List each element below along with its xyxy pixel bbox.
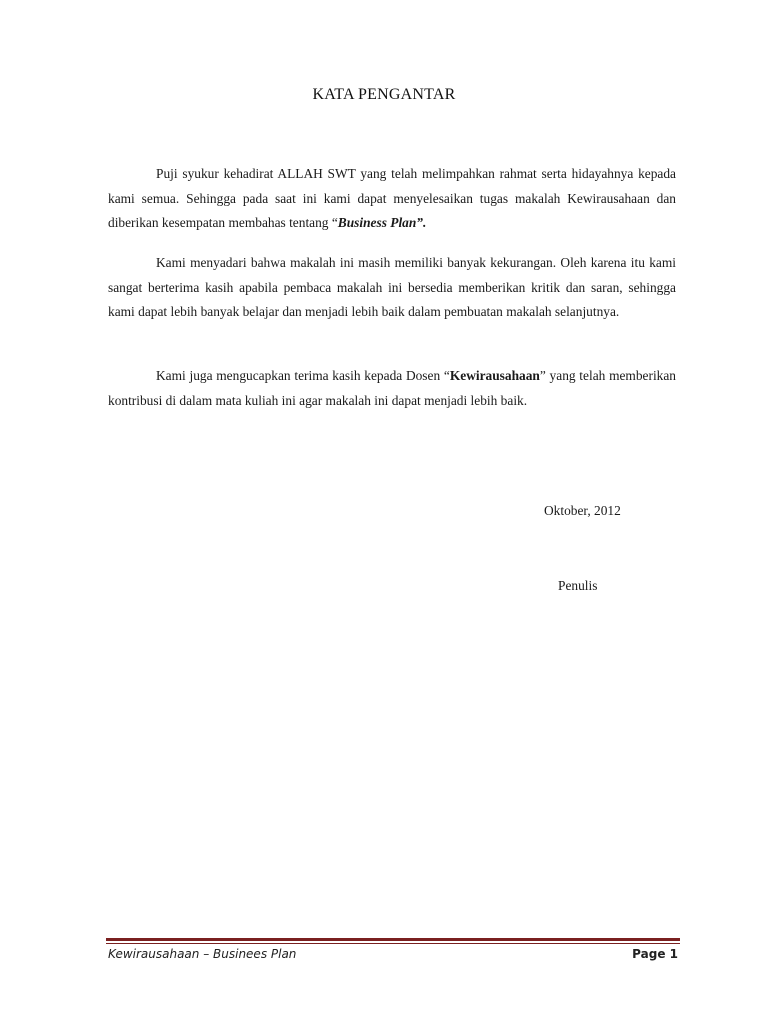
paragraph-3-after: ” yang telah memberikan kontribusi di dalam mata kuliah ini agar makalah ini dapat menjadi lebih baik. bbox=[108, 368, 676, 408]
paragraph-1-text: Puji syukur kehadirat ALLAH SWT yang telah melimpahkan rahmat serta hidayahnya kepada kami semua. Sehingga pada saat ini kami dapat menyelesaikan tugas makalah Kewirausahaan dan diberikan kesempatan membahas tentang “ bbox=[108, 166, 676, 230]
document-signer: Penulis bbox=[558, 578, 598, 593]
paragraph-2-text: Kami menyadari bahwa makalah ini masih memiliki banyak kekurangan. Oleh karena itu kami sangat berterima kasih apabila pembaca makalah ini bersedia memberikan kritik dan saran, sehingga kami dapat lebih banyak belajar dan menjadi lebih baik dalam pembuatan makalah selanjutnya. bbox=[108, 255, 676, 319]
paragraph-3-before: Kami juga mengucapkan terima kasih kepada Dosen “ bbox=[156, 368, 450, 383]
paragraph-3 bbox=[108, 364, 676, 413]
page-title: KATA PENGANTAR bbox=[312, 86, 456, 103]
paragraph-2 bbox=[108, 251, 676, 325]
footer-title: Kewirausahaan – Businees Plan bbox=[108, 947, 297, 961]
document-date: Oktober, 2012 bbox=[544, 503, 621, 518]
footer-rule-thick bbox=[106, 938, 680, 941]
paragraph-3-emphasis: Kewirausahaan bbox=[449, 368, 540, 383]
paragraph-1 bbox=[108, 162, 676, 236]
footer-rule-thin bbox=[106, 943, 680, 944]
page-number: Page 1 bbox=[632, 947, 678, 961]
paragraph-1-emphasis: Business Plan”. bbox=[337, 215, 427, 230]
